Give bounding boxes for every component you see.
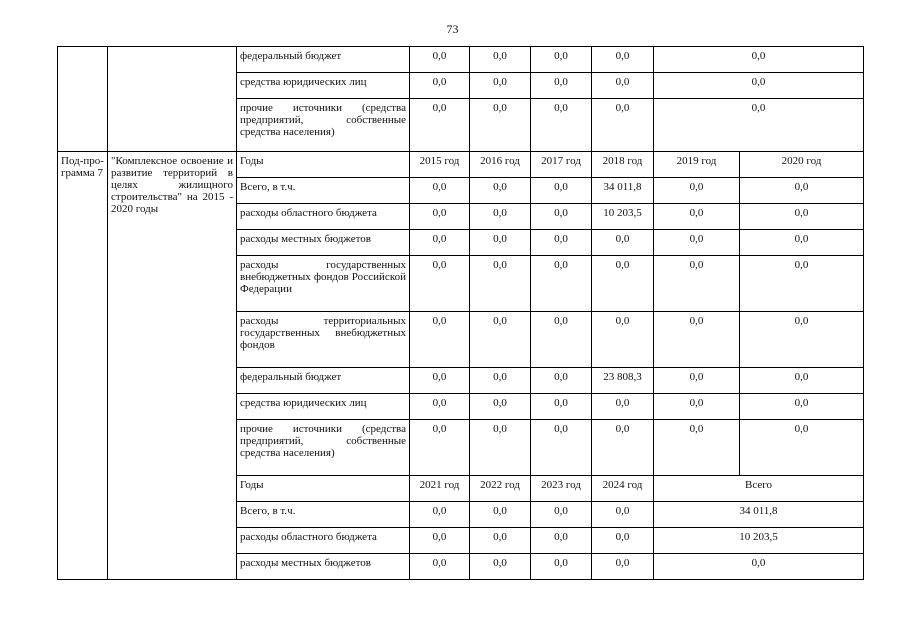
value-cell: 0,0 [470, 554, 531, 580]
value-cell: 0,0 [531, 230, 592, 256]
value-cell: 0,0 [592, 502, 654, 528]
value-cell: 0,0 [592, 554, 654, 580]
value-cell: 0,0 [410, 47, 470, 73]
row-label: средства юридических лиц [237, 73, 410, 99]
value-cell: 0,0 [410, 368, 470, 394]
table-body [58, 47, 864, 580]
page-number: 73 [446, 22, 459, 36]
value-cell: 0,0 [470, 528, 531, 554]
value-cell: 0,0 [531, 73, 592, 99]
value-cell: 0,0 [592, 394, 654, 420]
value-cell: 0,0 [654, 420, 740, 476]
value-cell: 0,0 [410, 312, 470, 368]
year-header: 2023 год [531, 476, 592, 502]
value-cell: 0,0 [470, 420, 531, 476]
value-cell: 0,0 [410, 554, 470, 580]
subprogram-title: "Комплексное освоение и развитие территорий в целях жилищного строительства" на 2015 - 2020 годы [108, 152, 237, 580]
value-cell: 0,0 [410, 420, 470, 476]
table-row [58, 47, 864, 73]
value-cell: 0,0 [410, 99, 470, 152]
value-cell: 0,0 [470, 312, 531, 368]
value-cell: 0,0 [654, 73, 864, 99]
value-cell: 0,0 [740, 368, 864, 394]
row-label: расходы областного бюджета [237, 204, 410, 230]
year-header: 2018 год [592, 152, 654, 178]
value-cell: 0,0 [410, 178, 470, 204]
subprogram-number: Под-про-грамма 7 [58, 152, 108, 580]
value-cell: 0,0 [654, 230, 740, 256]
value-cell: 0,0 [654, 204, 740, 230]
value-cell: 0,0 [654, 368, 740, 394]
value-cell: 0,0 [740, 256, 864, 312]
row-label: расходы местных бюджетов [237, 230, 410, 256]
value-cell: 0,0 [470, 178, 531, 204]
row-label: расходы территориальных государственных внебюджетных фондов [237, 312, 410, 368]
value-cell: 0,0 [531, 47, 592, 73]
value-cell: 0,0 [470, 204, 531, 230]
empty-cell [108, 47, 237, 152]
value-cell: 0,0 [410, 73, 470, 99]
value-cell: 0,0 [654, 178, 740, 204]
value-cell: 0,0 [740, 420, 864, 476]
total-cell: 0,0 [654, 554, 864, 580]
years-label: Годы [237, 476, 410, 502]
total-cell: 34 011,8 [654, 502, 864, 528]
value-cell: 0,0 [740, 204, 864, 230]
row-label: расходы местных бюджетов [237, 554, 410, 580]
value-cell: 0,0 [410, 528, 470, 554]
value-cell: 0,0 [592, 47, 654, 73]
value-cell: 0,0 [531, 394, 592, 420]
row-label: прочие источники (средства предприятий, собственные средства населения) [237, 99, 410, 152]
value-cell: 0,0 [531, 420, 592, 476]
total-cell: 10 203,5 [654, 528, 864, 554]
row-label: прочие источники (средства предприятий, собственные средства населения) [237, 420, 410, 476]
row-label: средства юридических лиц [237, 394, 410, 420]
value-cell: 0,0 [654, 312, 740, 368]
value-cell: 0,0 [410, 502, 470, 528]
value-cell: 0,0 [470, 47, 531, 73]
value-cell: 0,0 [592, 230, 654, 256]
years-label: Годы [237, 152, 410, 178]
value-cell: 0,0 [654, 256, 740, 312]
value-cell: 0,0 [740, 312, 864, 368]
year-header: 2020 год [740, 152, 864, 178]
year-header: 2024 год [592, 476, 654, 502]
value-cell: 34 011,8 [592, 178, 654, 204]
year-header: 2015 год [410, 152, 470, 178]
value-cell: 0,0 [740, 178, 864, 204]
value-cell: 0,0 [470, 502, 531, 528]
value-cell: 0,0 [531, 178, 592, 204]
row-label: Всего, в т.ч. [237, 502, 410, 528]
value-cell: 0,0 [592, 420, 654, 476]
value-cell: 0,0 [654, 47, 864, 73]
value-cell: 0,0 [470, 230, 531, 256]
value-cell: 0,0 [410, 394, 470, 420]
row-label: федеральный бюджет [237, 47, 410, 73]
year-header: 2022 год [470, 476, 531, 502]
value-cell: 0,0 [592, 256, 654, 312]
value-cell: 0,0 [531, 312, 592, 368]
years-header-row [58, 152, 864, 178]
row-label: расходы областного бюджета [237, 528, 410, 554]
value-cell: 0,0 [592, 312, 654, 368]
value-cell: 0,0 [531, 99, 592, 152]
year-header: 2017 год [531, 152, 592, 178]
value-cell: 0,0 [740, 230, 864, 256]
value-cell: 0,0 [531, 204, 592, 230]
value-cell: 0,0 [470, 394, 531, 420]
empty-cell [58, 47, 108, 152]
value-cell: 0,0 [531, 502, 592, 528]
value-cell: 0,0 [592, 73, 654, 99]
value-cell: 0,0 [531, 554, 592, 580]
value-cell: 0,0 [592, 528, 654, 554]
value-cell: 0,0 [531, 368, 592, 394]
value-cell: 0,0 [531, 528, 592, 554]
value-cell: 23 808,3 [592, 368, 654, 394]
row-label: расходы государственных внебюджетных фондов Российской Федерации [237, 256, 410, 312]
year-header: 2016 год [470, 152, 531, 178]
value-cell: 0,0 [470, 256, 531, 312]
value-cell: 0,0 [470, 73, 531, 99]
year-header: 2021 год [410, 476, 470, 502]
value-cell: 0,0 [740, 394, 864, 420]
value-cell: 0,0 [654, 394, 740, 420]
value-cell: 10 203,5 [592, 204, 654, 230]
value-cell: 0,0 [654, 99, 864, 152]
value-cell: 0,0 [592, 99, 654, 152]
budget-table [57, 46, 864, 580]
value-cell: 0,0 [410, 204, 470, 230]
value-cell: 0,0 [410, 256, 470, 312]
value-cell: 0,0 [531, 256, 592, 312]
value-cell: 0,0 [470, 368, 531, 394]
row-label: Всего, в т.ч. [237, 178, 410, 204]
row-label: федеральный бюджет [237, 368, 410, 394]
value-cell: 0,0 [410, 230, 470, 256]
value-cell: 0,0 [470, 99, 531, 152]
year-header: 2019 год [654, 152, 740, 178]
total-header: Всего [654, 476, 864, 502]
